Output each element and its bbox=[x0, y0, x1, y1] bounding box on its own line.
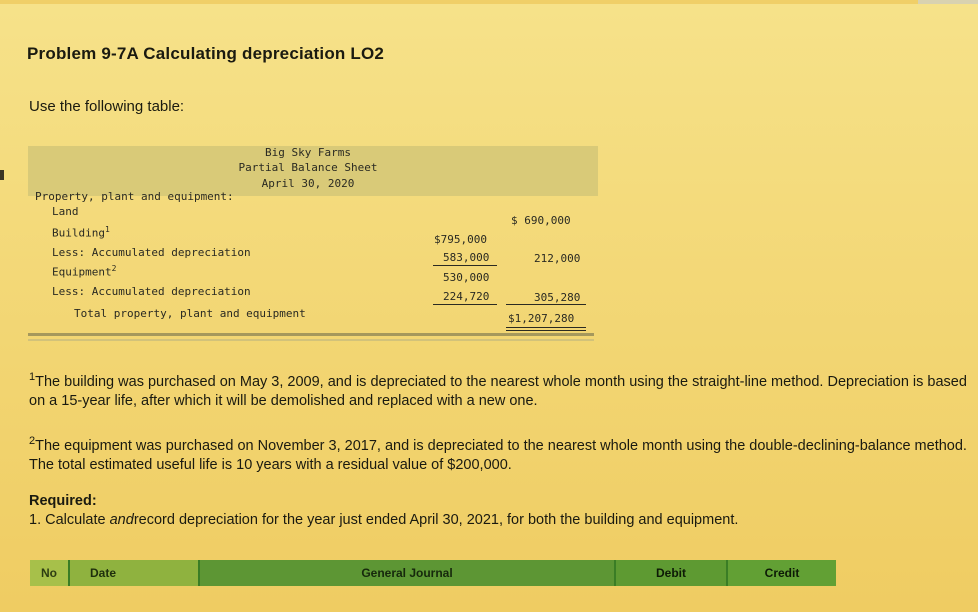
building-accum-label: Less: Accumulated depreciation bbox=[52, 246, 251, 259]
equipment-accum: 224,720 bbox=[443, 290, 490, 303]
required-item-number: 1. bbox=[29, 512, 42, 528]
footnote-2-mark: 2 bbox=[29, 435, 36, 447]
footnote-2 bbox=[29, 432, 974, 475]
land-value: $ 690,000 bbox=[511, 214, 571, 227]
footnote-2-text: The equipment was purchased on November 3, 2017, and is depreciated to the nearest whole month using the double-declining-balance method. The total estimated useful life is 10 years with a residual value of $200,000. bbox=[29, 437, 967, 473]
footnote-1 bbox=[29, 368, 974, 411]
equipment-net: 305,280 bbox=[534, 291, 581, 304]
building-label-text: Building bbox=[52, 226, 105, 240]
table-bottom-rule-secondary bbox=[28, 339, 594, 341]
col-date: Date bbox=[70, 560, 198, 586]
intro-text: Use the following table: bbox=[29, 98, 185, 115]
equipment-cost: 530,000 bbox=[443, 271, 490, 284]
footnote-1-mark: 1 bbox=[29, 371, 36, 383]
building-accum: 583,000 bbox=[443, 251, 490, 264]
total-double-underline-bottom bbox=[506, 330, 586, 331]
required-item-emphasis: and bbox=[109, 512, 134, 528]
col-general-journal: General Journal bbox=[200, 560, 614, 586]
equipment-label bbox=[52, 264, 116, 279]
total-label: Total property, plant and equipment bbox=[74, 307, 306, 320]
equipment-label-text: Equipment bbox=[52, 265, 112, 279]
required-item-pre: Calculate bbox=[45, 512, 106, 528]
land-label: Land bbox=[52, 205, 79, 218]
company-name: Big Sky Farms bbox=[264, 146, 352, 159]
building-net: 212,000 bbox=[534, 252, 581, 265]
general-journal-header bbox=[30, 560, 836, 586]
top-strip bbox=[0, 0, 978, 4]
building-label bbox=[52, 225, 110, 240]
required-item-1 bbox=[29, 512, 738, 528]
required-item-post: record depreciation for the year just ended April 30, 2021, for both the building and equipment. bbox=[133, 512, 739, 528]
total-value: $1,207,280 bbox=[508, 312, 575, 325]
problem-title: Problem 9-7A Calculating depreciation LO2 bbox=[27, 44, 385, 63]
equipment-accum-underline bbox=[433, 304, 497, 305]
total-double-underline-top bbox=[506, 327, 586, 328]
col-no: No bbox=[30, 560, 68, 586]
section-label: Property, plant and equipment: bbox=[35, 190, 234, 203]
top-strip-right bbox=[918, 0, 978, 4]
statement-name: Partial Balance Sheet bbox=[238, 161, 378, 174]
equipment-accum-label: Less: Accumulated depreciation bbox=[52, 285, 251, 298]
edge-mark bbox=[0, 170, 4, 180]
table-bottom-rule bbox=[28, 333, 594, 336]
equipment-footnote-mark: 2 bbox=[111, 264, 117, 273]
building-footnote-mark: 1 bbox=[104, 225, 110, 234]
footnote-1-text: The building was purchased on May 3, 2009, and is depreciated to the nearest whole month using the straight-line method. Depreciation is based on a 15-year life, after which it will be demolished and replaced with a new one. bbox=[29, 373, 967, 409]
building-accum-underline bbox=[433, 265, 497, 266]
statement-date: April 30, 2020 bbox=[261, 177, 355, 190]
equipment-net-underline bbox=[506, 304, 586, 305]
building-cost: $795,000 bbox=[434, 233, 487, 246]
required-heading: Required: bbox=[29, 493, 97, 509]
col-credit: Credit bbox=[728, 560, 836, 586]
col-debit: Debit bbox=[616, 560, 726, 586]
balance-sheet-table bbox=[28, 146, 598, 346]
